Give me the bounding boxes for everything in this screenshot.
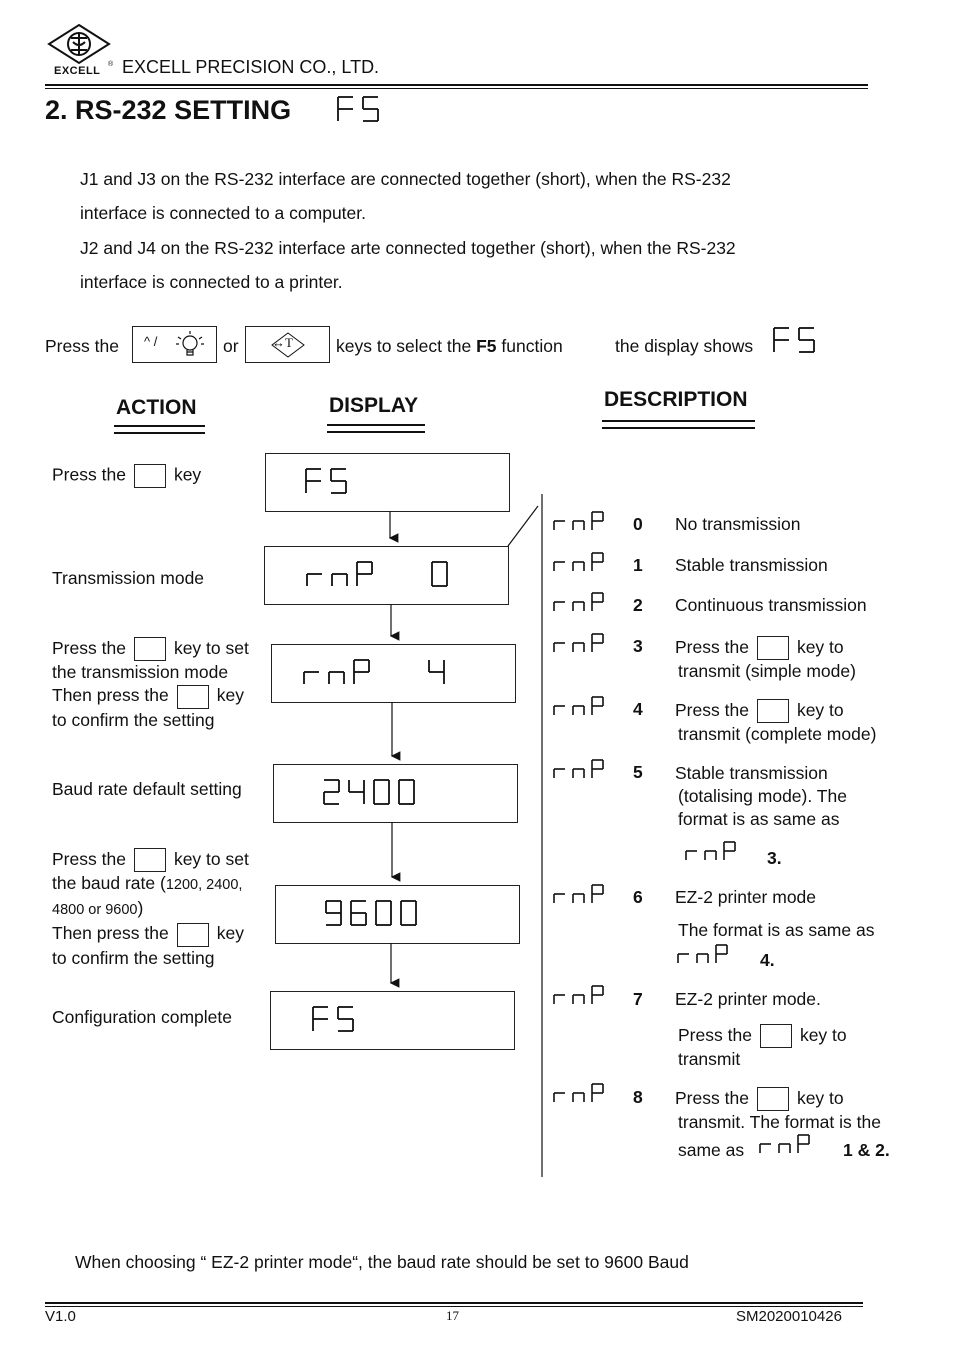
key-box [134, 637, 166, 661]
mode-ref-6: 4. [760, 950, 775, 970]
excell-logo [47, 22, 114, 68]
rnp-glyph-ref-6 [676, 943, 756, 967]
mode-desc-8c: same as [678, 1140, 745, 1160]
mode-desc-3: Press the key to transmit (simple mode) [675, 637, 856, 682]
or-text: or [223, 336, 239, 356]
display-value-3 [302, 658, 502, 690]
header-rule-bottom [45, 88, 868, 89]
action-heading: ACTION [116, 396, 197, 419]
action-config-complete: Configuration complete [52, 1007, 232, 1027]
rnp-glyph-ref-5 [684, 840, 764, 864]
display-box-5 [275, 885, 520, 944]
footer-rule-bottom [45, 1306, 863, 1307]
key-box [177, 685, 209, 709]
display-shows-f5 [772, 326, 826, 356]
display-value-2 [305, 560, 505, 592]
description-heading: DESCRIPTION [604, 388, 748, 411]
intro-line-3: J2 and J4 on the RS-232 interface arte connected together (short), when the RS-232 [80, 238, 736, 258]
footer-version: V1.0 [45, 1308, 76, 1325]
key-box [757, 699, 789, 723]
rnp-glyph-8 [552, 1082, 632, 1106]
display-box-4 [273, 764, 518, 823]
mode-desc-6b: The format is as same as [678, 920, 875, 940]
action-baud-default: Baud rate default setting [52, 779, 242, 799]
mode-number-6: 6 [633, 887, 643, 907]
tare-key-label: ↔T [272, 335, 293, 350]
footer-doc-id: SM2020010426 [736, 1308, 842, 1325]
key-box [757, 636, 789, 660]
display-heading: DISPLAY [329, 394, 419, 417]
intro-line-2: interface is connected to a computer. [80, 203, 366, 223]
action-press-key: Press the key [52, 464, 201, 488]
mode-number-2: 2 [633, 595, 643, 615]
mode-desc-7: EZ-2 printer mode. [675, 989, 821, 1009]
display-value-1 [304, 467, 504, 499]
key-box [177, 923, 209, 947]
key-box [134, 464, 166, 488]
mode-number-3: 3 [633, 636, 643, 656]
logo-wordmark: EXCELL [54, 65, 101, 77]
mode-number-1: 1 [633, 555, 643, 575]
mode-desc-1: Stable transmission [675, 555, 828, 575]
mode-ref-8: 1 & 2. [843, 1140, 890, 1160]
registered-mark: ® [108, 61, 114, 68]
mode-number-4: 4 [633, 699, 643, 719]
intro-line-4: interface is connected to a printer. [80, 272, 343, 292]
footer-rule-top [45, 1302, 863, 1304]
rnp-glyph-3 [552, 632, 632, 656]
action-set-transmission: Press the key to set the transmission mode Then press the key to confirm the setting [52, 638, 249, 730]
page-title: 2. RS-232 SETTING [45, 95, 292, 125]
baud-note: When choosing “ EZ-2 printer mode“, the baud rate should be set to 9600 Baud [75, 1252, 689, 1272]
title-display-f5 [336, 95, 392, 125]
tare-shift-key[interactable] [245, 326, 330, 363]
callout-line [508, 506, 538, 546]
zero-key-label: ^ / [144, 334, 158, 349]
mode-number-0: 0 [633, 514, 643, 534]
display-underline [327, 424, 425, 433]
display-shows-text: the display shows [615, 336, 754, 356]
mode-desc-6: EZ-2 printer mode [675, 887, 817, 907]
key-box [757, 1087, 789, 1111]
rnp-glyph-ref-8 [758, 1133, 838, 1157]
key-box [134, 848, 166, 872]
display-box-3 [271, 644, 516, 703]
description-underline [602, 420, 755, 429]
key-box [760, 1024, 792, 1048]
rnp-glyph-0 [552, 510, 632, 534]
rnp-glyph-7 [552, 984, 632, 1008]
display-value-5 [324, 899, 514, 931]
rnp-glyph-1 [552, 551, 632, 575]
intro-line-1: J1 and J3 on the RS-232 interface are connected together (short), when the RS-232 [80, 169, 731, 189]
rnp-glyph-6 [552, 883, 632, 907]
rnp-glyph-2 [552, 591, 632, 615]
header-rule-top [45, 84, 868, 86]
select-function-text: keys to select the F5 function [336, 336, 563, 356]
mode-number-8: 8 [633, 1087, 643, 1107]
mode-number-7: 7 [633, 989, 643, 1009]
action-transmission-mode: Transmission mode [52, 568, 205, 588]
display-box-1 [265, 453, 510, 512]
press-the-text: Press the [45, 336, 119, 356]
action-underline [114, 425, 205, 434]
mode-desc-5: Stable transmission (totalising mode). The format is as same as [675, 763, 847, 829]
mode-desc-4: Press the key to transmit (complete mode) [675, 700, 877, 745]
rnp-glyph-5 [552, 758, 632, 782]
display-box-6 [270, 991, 515, 1050]
footer-page-number: 17 [446, 1308, 459, 1323]
mode-desc-8: Press the key to transmit. The format is the [675, 1088, 881, 1133]
mode-desc-0: No transmission [675, 514, 801, 534]
company-name: EXCELL PRECISION CO., LTD. [122, 57, 380, 77]
rnp-glyph-4 [552, 695, 632, 719]
action-set-baud: Press the key to set the baud rate (1200, 2400, 4800 or 9600) Then press the key to confirm the setting [52, 849, 249, 968]
display-value-4 [322, 778, 512, 810]
mode-desc-2: Continuous transmission [675, 595, 867, 615]
display-box-2 [264, 546, 509, 605]
display-value-6 [311, 1005, 511, 1037]
light-bulb-icon [173, 329, 207, 361]
zero-tare-key[interactable] [132, 326, 217, 363]
mode-number-5: 5 [633, 762, 643, 782]
mode-desc-7b: Press the key to transmit [678, 1025, 847, 1070]
mode-ref-5: 3. [767, 848, 782, 868]
